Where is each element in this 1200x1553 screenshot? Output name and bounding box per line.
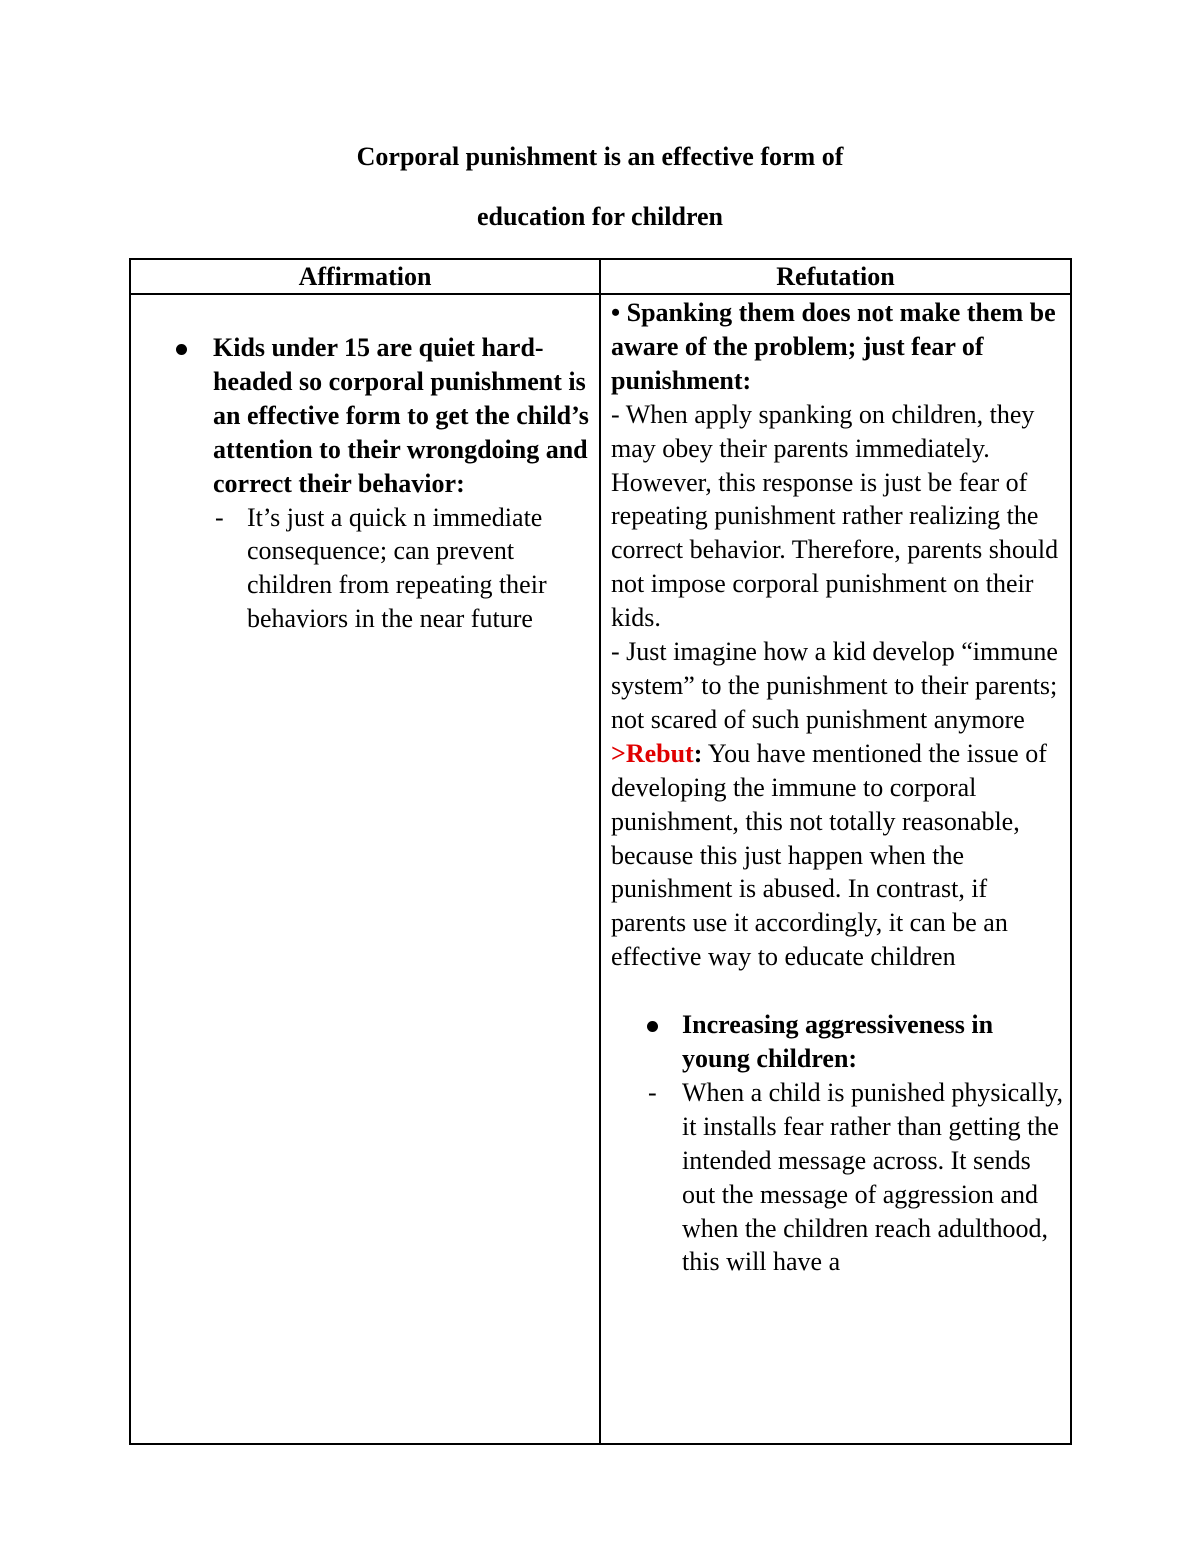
table-header-row	[130, 259, 1071, 294]
refutation-point-1-para-1: - When apply spanking on children, they may obey their parents immediately. However, this response is just be fear of repeating punishment rather realizing the correct behavior. Therefore, parents should not impose corporal punishment on their kids.	[611, 399, 1059, 633]
refutation-point-2-text: Increasing aggressiveness in young children:	[682, 1010, 994, 1074]
paragraph-spacer	[611, 974, 1066, 1008]
dash-icon: -	[215, 502, 224, 532]
affirmation-sub-point	[131, 501, 599, 637]
refutation-point-1: • Spanking them does not make them be aware of the problem; just fear of punishment:	[611, 298, 1056, 395]
refutation-point-2-sub-text: When a child is punished physically, it installs fear rather than getting the intended message across. It sends out the message of aggression and when the children reach adulthood, this will have a	[682, 1077, 1064, 1277]
table-body-row	[130, 294, 1071, 1444]
refutation-cell	[600, 294, 1071, 1444]
affirmation-header: Affirmation	[130, 259, 600, 294]
refutation-point-1-para-2: - Just imagine how a kid develop “immune system” to the punishment to their parents; not scared of such punishment anymore	[611, 637, 1058, 734]
refutation-point-2-sub	[611, 1076, 1066, 1279]
affirmation-sub-point-text: It’s just a quick n immediate consequence; can prevent children from repeating their behaviors in the near future	[247, 502, 547, 634]
refutation-header: Refutation	[600, 259, 1071, 294]
document-title-line-2: education for children	[476, 202, 724, 231]
rebut-colon: :	[693, 738, 703, 768]
debate-table	[129, 258, 1072, 1445]
dash-icon: -	[648, 1077, 657, 1107]
rebut-text: You have mentioned the issue of developing the immune to corporal punishment, this not totally reasonable, because this just happen when the punishment is abused. In contrast, if parents use it accordingly, it can be an effective way to educate children	[611, 738, 1047, 972]
affirmation-cell	[130, 294, 600, 1444]
affirmation-point	[131, 331, 599, 501]
bullet-icon	[176, 344, 187, 355]
rebut-paragraph	[611, 737, 1066, 974]
affirmation-point-text: Kids under 15 are quiet hard-headed so corporal punishment is an effective form to get the child’s attention to their wrongdoing and correct their behavior:	[213, 333, 589, 498]
document-title-line-1: Corporal punishment is an effective form of	[356, 142, 844, 171]
rebut-label: >Rebut	[611, 738, 694, 768]
refutation-point-2	[611, 1008, 1066, 1076]
bullet-icon	[647, 1021, 658, 1032]
